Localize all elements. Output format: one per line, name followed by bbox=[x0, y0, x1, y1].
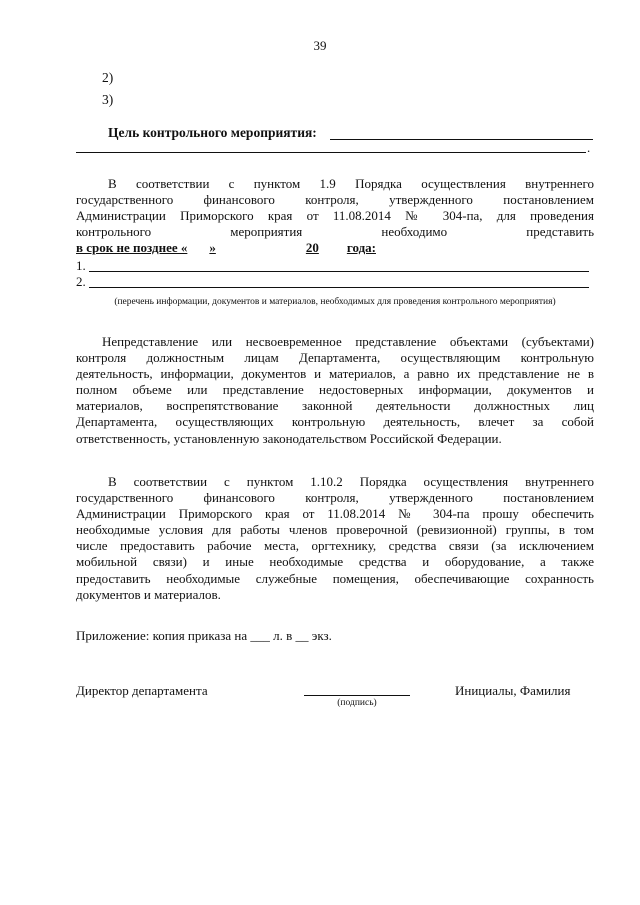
text-line: деятельность, информации, документов и материалов, а равно их представление не в bbox=[76, 366, 594, 382]
item-1: 1. bbox=[76, 258, 86, 273]
item-1-blank-line bbox=[89, 271, 589, 272]
paragraph-liability bbox=[76, 334, 594, 447]
text-line: государственного финансового контроля, утвержденного постановлением bbox=[76, 192, 594, 208]
text-line: В соответствии с пунктом 1.10.2 Порядка осуществления внутреннего bbox=[108, 474, 594, 489]
deadline-middle: » bbox=[209, 240, 216, 255]
page-number: 39 bbox=[313, 38, 327, 53]
deadline-line bbox=[76, 240, 594, 256]
goal-blank-line-2 bbox=[76, 152, 586, 153]
paragraph-conditions bbox=[76, 474, 594, 603]
items-caption: (перечень информации, документов и материалов, необходимых для проведения контрольного мероприятия) bbox=[114, 297, 556, 307]
list-item-3: 3) bbox=[102, 92, 114, 107]
text-line: полном объеме или представление недостоверных информации, документов и bbox=[76, 382, 594, 398]
text-line: материалов, воспрепятствование законной деятельности должностных лиц bbox=[76, 398, 594, 414]
text-line: предоставить необходимые служебные помещения, обеспечивающие сохранность bbox=[76, 570, 594, 586]
text-line: мобильной связи) и иные необходимые средства и оборудование, а также bbox=[76, 554, 594, 570]
signer-name: Инициалы, Фамилия bbox=[455, 683, 571, 698]
goal-end-mark: . bbox=[587, 140, 591, 155]
text-line: необходимые условия для работы членов проверочной (ревизионной) группы, в том bbox=[76, 522, 594, 538]
deadline-suffix: года: bbox=[346, 240, 376, 255]
deadline-prefix: в срок не позднее « bbox=[76, 240, 188, 255]
text-line: В соответствии с пунктом 1.9 Порядка осуществления внутреннего bbox=[108, 176, 594, 191]
text-line: документов и материалов. bbox=[76, 586, 221, 602]
text-line: Департамента, осуществляющих контрольную деятельность, влечет за собой bbox=[76, 414, 594, 430]
deadline-year: 20 bbox=[305, 240, 319, 255]
text-line: ответственность, установленную законодательством Российской Федерации. bbox=[76, 430, 502, 446]
list-item-2: 2) bbox=[102, 70, 114, 85]
signer-position: Директор департамента bbox=[76, 683, 208, 698]
paragraph-request bbox=[76, 176, 594, 240]
signature-caption: (подпись) bbox=[337, 698, 377, 708]
text-line: контрольного мероприятия необходимо представить bbox=[76, 224, 594, 240]
item-2: 2. bbox=[76, 274, 86, 289]
text-line: контроля должностным лицам Департамента, осуществляющим контрольную bbox=[76, 350, 594, 366]
signature-line bbox=[304, 695, 410, 696]
text-line: числе предоставить рабочие места, оргтехнику, средства связи (за исключением bbox=[76, 538, 594, 554]
goal-label: Цель контрольного мероприятия: bbox=[108, 125, 317, 140]
item-2-blank-line bbox=[89, 287, 589, 288]
text-line: Непредставление или несвоевременное представление объектами (субъектами) bbox=[102, 334, 594, 349]
appendix-note: Приложение: копия приказа на ___ л. в __ экз. bbox=[76, 628, 332, 643]
text-line: государственного финансового контроля, утвержденного постановлением bbox=[76, 490, 594, 506]
text-line: Администрации Приморского края от 11.08.2014 № 304-па, для проведения bbox=[76, 208, 594, 224]
goal-blank-line bbox=[330, 139, 593, 140]
text-line: Администрации Приморского края от 11.08.2014 № 304-па прошу обеспечить bbox=[76, 506, 594, 522]
